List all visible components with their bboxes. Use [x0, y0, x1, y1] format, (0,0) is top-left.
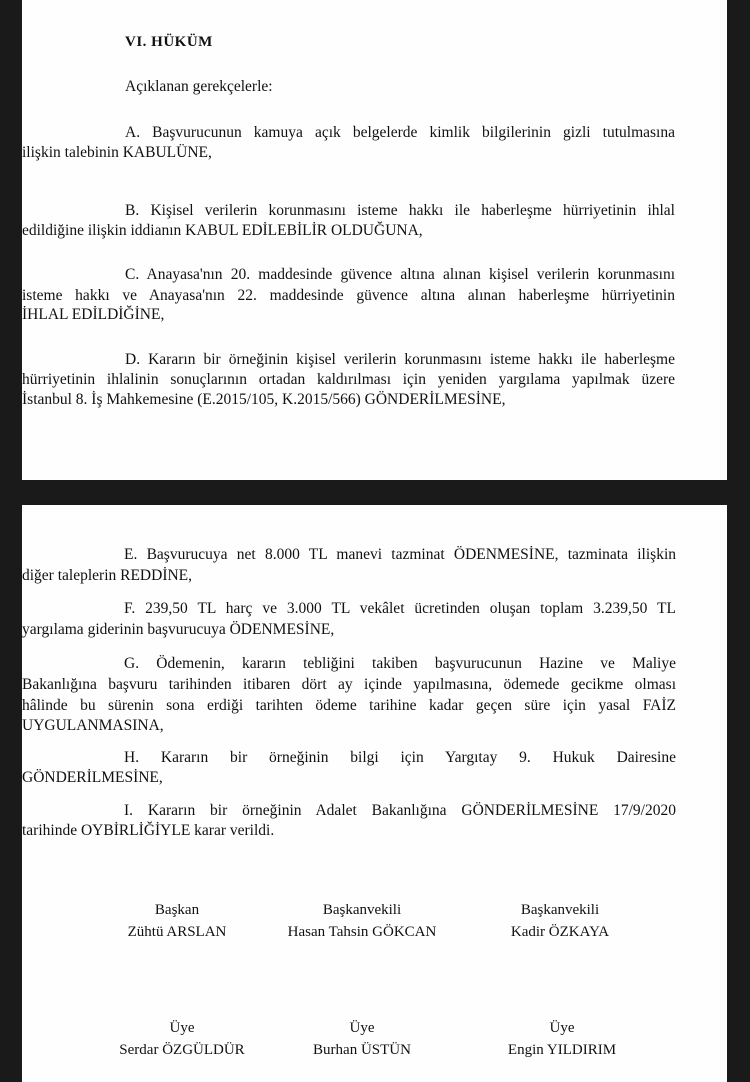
signature-title: Üye [169, 1020, 195, 1036]
paragraph-h-line-2: GÖNDERİLMESİNE, [22, 769, 163, 786]
paragraph-g-line-2: Bakanlığına başvuru tarihinden itibaren dört ay içinde yapılmasına, ödemede gecikme olması [22, 676, 676, 693]
paragraph-i-line-2: tarihinde OYBİRLİĞİYLE karar verildi. [22, 822, 275, 839]
paragraph-g-line-4: UYGULANMASINA, [22, 717, 164, 734]
paragraph-b-line-1: B. Kişisel verilerin korunmasını isteme hakkı ile haberleşme hürriyetinin ihlal [125, 202, 675, 219]
document-page-2 [22, 505, 727, 1082]
paragraph-e-line-1: E. Başvurucuya net 8.000 TL manevi tazminat ÖDENMESİNE, tazminata ilişkin [124, 546, 676, 563]
signature-block-vice-president-1 [272, 899, 452, 943]
signature-block-member-1 [92, 1017, 272, 1061]
signature-title: Üye [349, 1020, 375, 1036]
signature-title: Üye [549, 1020, 575, 1036]
paragraph-a-line-2: ilişkin talebinin KABULÜNE, [22, 144, 212, 161]
signature-title: Başkan [154, 902, 200, 918]
paragraph-c-line-1: C. Anayasa'nın 20. maddesinde güvence altına alınan kişisel verilerin korunmasını [125, 266, 675, 283]
paragraph-c-line-2: isteme hakkı ve Anayasa'nın 22. maddesinde güvence altına alınan haberleşme hürriyetinin [22, 287, 675, 304]
signature-name: Engin YILDIRIM [507, 1042, 617, 1058]
paragraph-g-line-3: hâlinde bu sürenin sona erdiği tarihten ödeme tarihine kadar geçen süre için yasal FAİZ [22, 697, 676, 714]
paragraph-a-line-1: A. Başvurucunun kamuya açık belgelerde kimlik bilgilerinin gizli tutulmasına [125, 124, 675, 141]
intro-text: Açıklanan gerekçelerle: [125, 78, 273, 95]
signature-name: Kadir ÖZKAYA [510, 924, 610, 940]
paragraph-i-line-1: I. Kararın bir örneğinin Adalet Bakanlığına GÖNDERİLMESİNE 17/9/2020 [124, 802, 676, 819]
signature-name: Zühtü ARSLAN [127, 924, 227, 940]
signature-block-member-2 [282, 1017, 442, 1061]
paragraph-c-line-3: İHLAL EDİLDİĞİNE, [22, 306, 165, 323]
signature-name: Serdar ÖZGÜLDÜR [119, 1042, 245, 1058]
signature-block-member-3 [482, 1017, 642, 1061]
paragraph-f-line-1: F. 239,50 TL harç ve 3.000 TL vekâlet ücretinden oluşan toplam 3.239,50 TL [124, 600, 676, 617]
signature-block-president [97, 899, 257, 943]
section-heading: VI. HÜKÜM [125, 34, 213, 50]
paragraph-h-line-1: H. Kararın bir örneğinin bilgi için Yargıtay 9. Hukuk Dairesine [124, 749, 676, 766]
signature-block-vice-president-2 [480, 899, 640, 943]
paragraph-g-line-1: G. Ödemenin, kararın tebliğini takiben başvurucunun Hazine ve Maliye [124, 655, 676, 672]
paragraph-d-line-2: hürriyetinin ihlalinin sonuçlarının ortadan kaldırılması için yeniden yargılama yapılmak üzere [22, 371, 675, 388]
signature-title: Başkanvekili [520, 902, 600, 918]
signature-title: Başkanvekili [322, 902, 402, 918]
paragraph-f-line-2: yargılama giderinin başvurucuya ÖDENMESİNE, [22, 621, 335, 638]
document-page-1 [22, 0, 727, 480]
signature-name: Hasan Tahsin GÖKCAN [287, 924, 437, 940]
paragraph-b-line-2: edildiğine ilişkin iddianın KABUL EDİLEBİLİR OLDUĞUNA, [22, 222, 423, 239]
signature-name: Burhan ÜSTÜN [313, 1042, 411, 1058]
paragraph-d-line-3: İstanbul 8. İş Mahkemesine (E.2015/105, K.2015/566) GÖNDERİLMESİNE, [22, 391, 506, 408]
paragraph-e-line-2: diğer taleplerin REDDİNE, [22, 567, 193, 584]
paragraph-d-line-1: D. Kararın bir örneğinin kişisel verilerin korunmasını isteme hakkı ile haberleşme [125, 351, 675, 368]
